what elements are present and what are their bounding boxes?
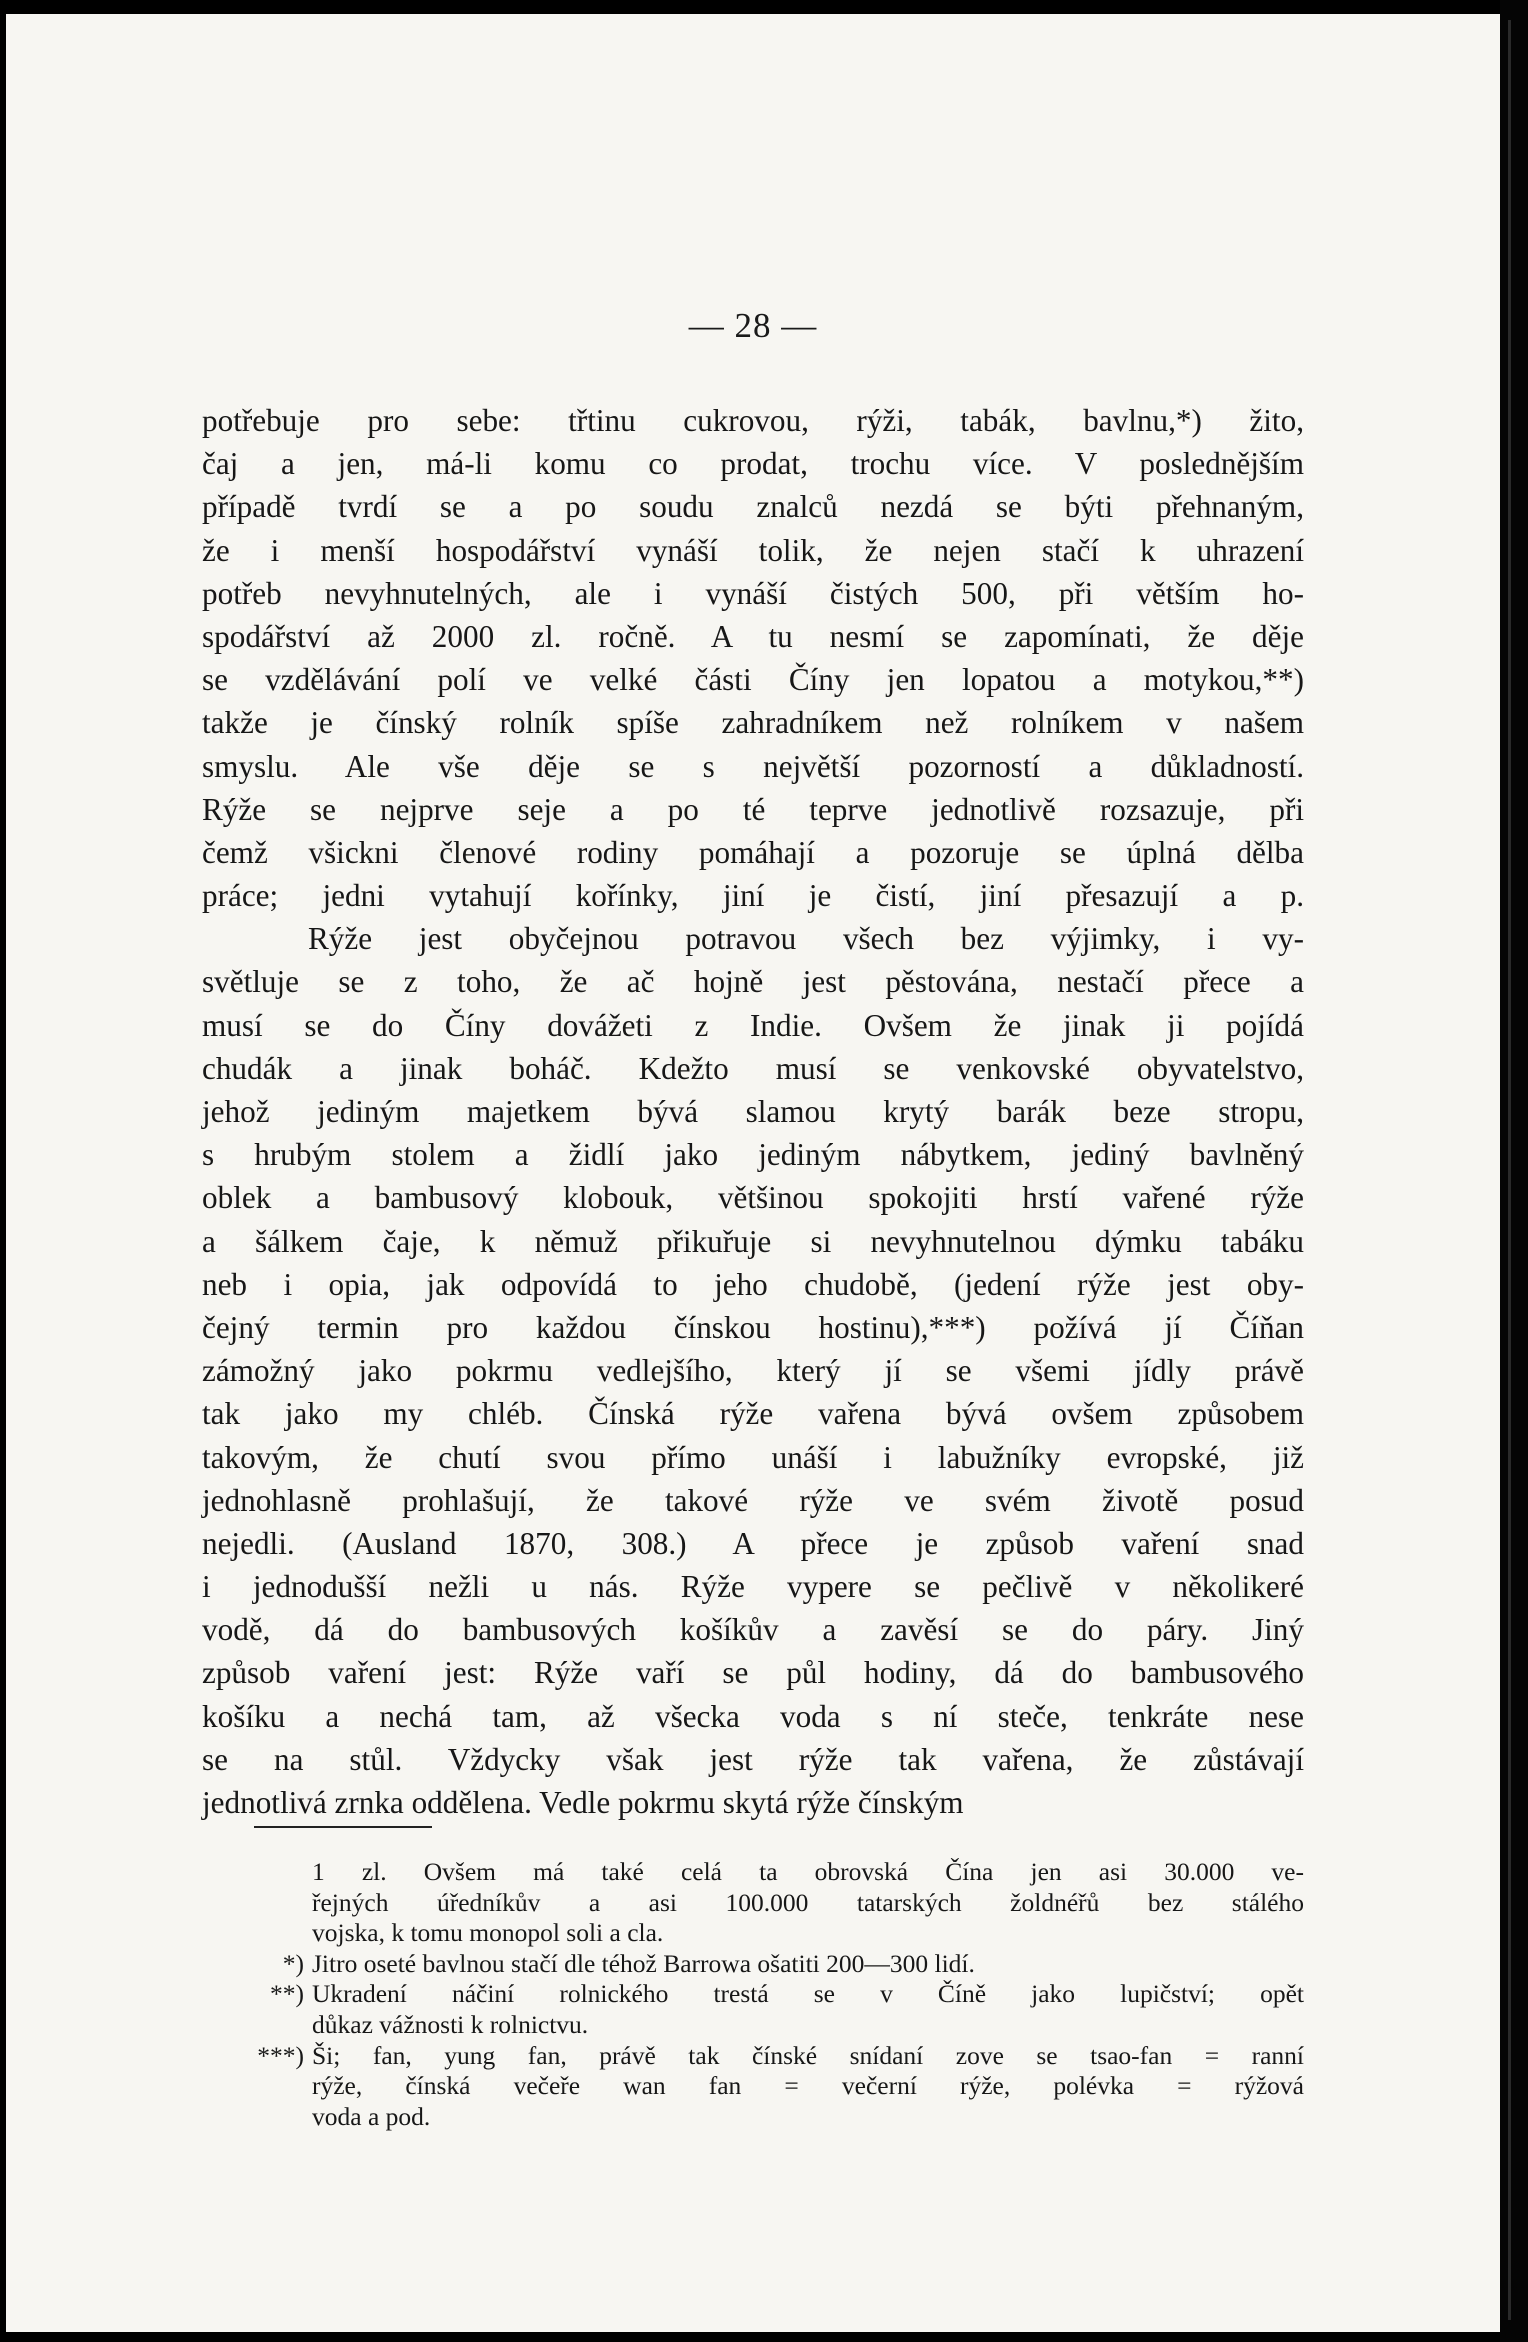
footnote-line: řejných úředníkův a asi 100.000 tatarských žoldnéřů bez stálého	[312, 1887, 1304, 1917]
footnote-line: Jitro oseté bavlnou stačí dle téhož Barrowa ošatiti 200—300 lidí.	[312, 1948, 975, 1978]
footnote-double-star	[202, 1979, 1304, 2040]
text-line: práce; jedni vytahují kořínky, jiní je čistí, jiní přesazují a p.	[202, 878, 1304, 914]
text-line: takže je čínský rolník spíše zahradníkem než rolníkem v našem	[202, 705, 1304, 741]
text-line: oblek a bambusový klobouk, většinou spokojiti hrstí vařené rýže	[202, 1180, 1304, 1216]
footnote-triple-star	[202, 2041, 1304, 2133]
text-line: světluje se z toho, že ač hojně jest pěstována, nestačí přece a	[202, 964, 1304, 1000]
footnote-line: důkaz vážnosti k rolnictvu.	[312, 2009, 589, 2039]
footnote-single-star	[202, 1949, 1304, 1980]
text-line: smyslu. Ale vše děje se s největší pozorností a důkladností.	[202, 748, 1304, 784]
footnote-line: Ši; fan, yung fan, právě tak čínské snídaní zove se tsao-fan = ranní	[312, 2040, 1304, 2070]
text-line: se vzdělávání polí ve velké části Číny jen lopatou a motykou,**)	[202, 662, 1304, 698]
text-line: že i menší hospodářství vynáší tolik, že nejen stačí k uhrazení	[202, 532, 1304, 568]
text-line: tak jako my chléb. Čínská rýže vařena bývá ovšem způsobem	[202, 1396, 1304, 1432]
book-page	[6, 14, 1500, 2332]
text-line: s hrubým stolem a židlí jako jediným nábytkem, jediný bavlněný	[202, 1137, 1304, 1173]
text-line: košíku a nechá tam, až všecka voda s ní steče, tenkráte nese	[202, 1698, 1304, 1734]
text-line: a šálkem čaje, k němuž přikuřuje si nevyhnutelnou dýmku tabáku	[202, 1223, 1304, 1259]
footnote-mark: **)	[270, 1979, 304, 2009]
footnotes	[202, 1857, 1304, 2132]
text-line: jednohlasně prohlašují, že takové rýže ve svém životě posud	[202, 1482, 1304, 1518]
book-spine-edge	[1500, 0, 1528, 2342]
text-line: musí se do Číny dovážeti z Indie. Ovšem že jinak ji pojídá	[202, 1007, 1304, 1043]
text-line: se na stůl. Vždycky však jest rýže tak vařena, že zůstávají	[202, 1741, 1304, 1777]
text-line: Rýže se nejprve seje a po té teprve jednotlivě rozsazuje, při	[202, 791, 1304, 827]
text-line: potřebuje pro sebe: třtinu cukrovou, rýži, tabák, bavlnu,*) žito,	[202, 403, 1304, 438]
text-line: zámožný jako pokrmu vedlejšího, který jí se všemi jídly právě	[202, 1353, 1304, 1389]
text-line: takovým, že chutí svou přímo unáší i labužníky evropské, již	[202, 1439, 1304, 1475]
text-line: i jednodušší nežli u nás. Rýže vypere se pečlivě v několikeré	[202, 1569, 1304, 1605]
body-text	[202, 399, 1304, 1824]
text-line: čemž všickni členové rodiny pomáhají a pozoruje se úplná dělba	[202, 834, 1304, 870]
text-line: případě tvrdí se a po soudu znalců nezdá se býti přehnaným,	[202, 489, 1304, 525]
text-line: spodářství až 2000 zl. ročně. A tu nesmí se zapomínati, že děje	[202, 618, 1304, 654]
text-line: způsob vaření jest: Rýže vaří se půl hodiny, dá do bambusového	[202, 1655, 1304, 1691]
footnote-line: Ukradení náčiní rolnického trestá se v Číně jako lupičství; opět	[312, 1979, 1304, 2009]
text-line: jehož jediným majetkem bývá slamou krytý barák beze stropu,	[202, 1094, 1304, 1129]
footnote-line: rýže, čínská večeře wan fan = večerní rýže, polévka = rýžová	[312, 2071, 1304, 2101]
footnote-mark: ***)	[257, 2040, 304, 2070]
footnote-continuation	[202, 1857, 1304, 1949]
text-line: neb i opia, jak odpovídá to jeho chudobě, (jedení rýže jest oby-	[202, 1266, 1304, 1302]
footnote-separator	[254, 1826, 432, 1828]
footnote-line: vojska, k tomu monopol soli a cla.	[312, 1918, 664, 1948]
page-number: — 28 —	[688, 306, 818, 345]
footnote-line: voda a pod.	[312, 2101, 431, 2131]
text-line: jednotlivá zrnka oddělena. Vedle pokrmu skytá rýže čínským	[202, 1785, 964, 1820]
text-line: nejedli. (Ausland 1870, 308.) A přece je způsob vaření snad	[202, 1525, 1304, 1561]
text-line: čaj a jen, má-li komu co prodat, trochu více. V poslednějším	[202, 446, 1304, 482]
text-line: vodě, dá do bambusových košíkův a zavěsí se do páry. Jiný	[202, 1612, 1304, 1648]
text-line: Rýže jest obyčejnou potravou všech bez výjimky, i vy-	[308, 921, 1304, 957]
footnote-mark: *)	[282, 1948, 304, 1978]
footnote-line: 1 zl. Ovšem má také celá ta obrovská Čína jen asi 30.000 ve-	[312, 1857, 1304, 1886]
text-line: čejný termin pro každou čínskou hostinu),***) požívá jí Číňan	[202, 1309, 1304, 1345]
text-line: chudák a jinak boháč. Kdežto musí se venkovské obyvatelstvo,	[202, 1050, 1304, 1086]
page-edge-line	[1508, 20, 1511, 2320]
text-line: potřeb nevyhnutelných, ale i vynáší čistých 500, při větším ho-	[202, 575, 1304, 611]
